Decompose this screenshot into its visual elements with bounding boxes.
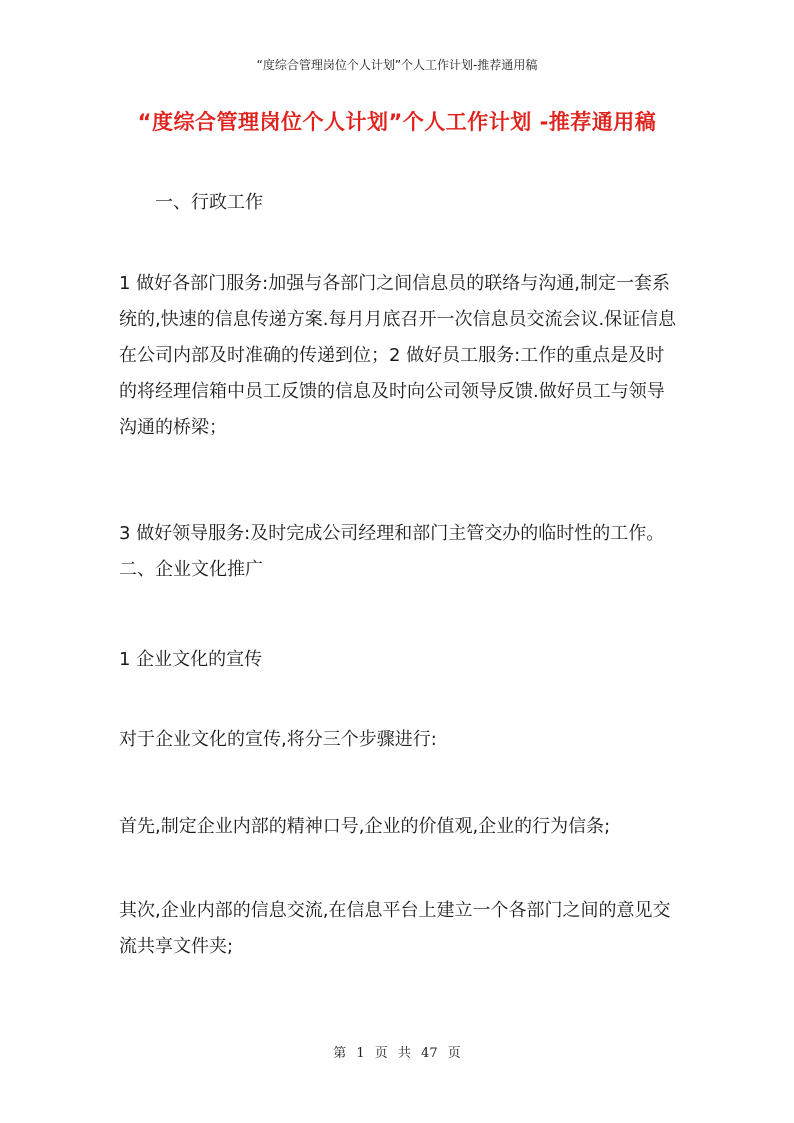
page-number-footer: 第 1 页 共 47 页 <box>333 1046 461 1061</box>
paragraph-culture-promotion: 1 企业文化的宣传 <box>119 649 263 670</box>
paragraph-admin-services: 1 做好各部门服务:加强与各部门之间信息员的联络与沟通,制定一套系统的,快速的信息传递方案.每月月底召开一次信息员交流会议.保证信息在公司内部及时准确的传递到位；2 做好员工服务:工作的重点是及时的将经理信箱中员工反馈的信息及时向公司领导反馈.做好员工与领导沟通的桥梁； <box>119 273 677 438</box>
paragraph-promotion-steps: 对于企业文化的宣传,将分三个步骤进行: <box>119 729 437 750</box>
paragraph-step-second: 其次,企业内部的信息交流,在信息平台上建立一个各部门之间的意见交流共享文件夹; <box>119 900 671 957</box>
document-title: “度综合管理岗位个人计划”个人工作计划 -推荐通用稿 <box>137 110 657 134</box>
paragraph-leader-services: 3 做好领导服务:及时完成公司经理和部门主管交办的临时性的工作。二、企业文化推广 <box>119 523 665 580</box>
section-heading-admin: 一、行政工作 <box>119 192 263 213</box>
running-header: “度综合管理岗位个人计划”个人工作计划-推荐通用稿 <box>256 58 538 72</box>
paragraph-step-first: 首先,制定企业内部的精神口号,企业的价值观,企业的行为信条; <box>119 816 611 837</box>
